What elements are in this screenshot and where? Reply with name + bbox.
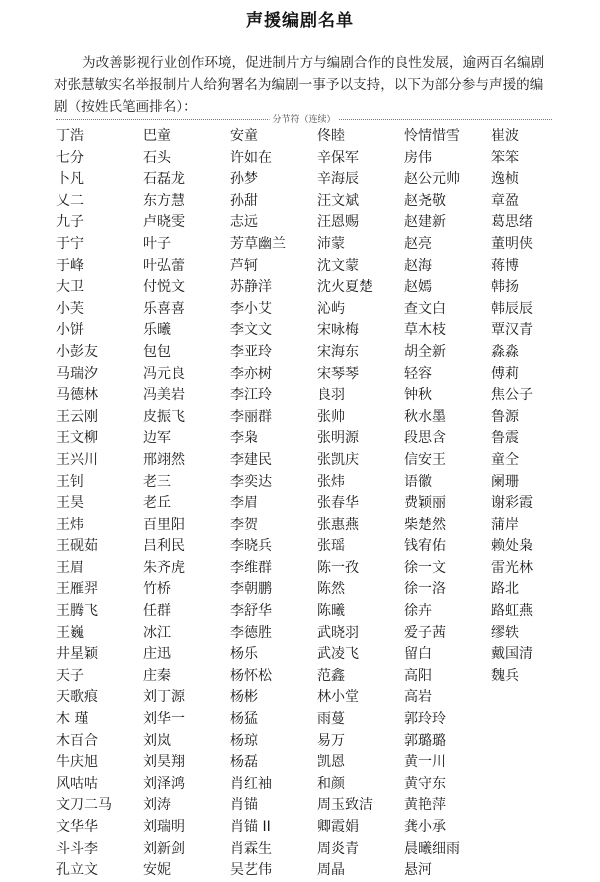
screenwriter-name: 路北 (491, 581, 519, 598)
screenwriter-name: 秋水墨 (404, 408, 446, 425)
screenwriter-name: 陈然 (317, 581, 345, 598)
screenwriter-name: 林小堂 (317, 689, 359, 706)
name-column-6 (491, 126, 578, 882)
screenwriter-name: 王眉 (56, 559, 84, 576)
screenwriter-name: 周玉致洁 (317, 797, 373, 814)
screenwriter-name: 胡全新 (404, 343, 446, 360)
screenwriter-name: 包包 (143, 343, 171, 360)
screenwriter-name-grid (56, 126, 576, 882)
screenwriter-name: 谢彩霞 (491, 495, 533, 512)
screenwriter-name: 七分 (56, 149, 84, 166)
screenwriter-name: 魏兵 (491, 667, 519, 684)
screenwriter-name: 郭玲玲 (404, 711, 446, 728)
screenwriter-name: 芦轲 (230, 257, 258, 274)
screenwriter-name: 淼淼 (491, 343, 519, 360)
screenwriter-name: 大卫 (56, 279, 84, 296)
screenwriter-name: 吕利民 (143, 538, 185, 555)
screenwriter-name: 木百合 (56, 732, 98, 749)
screenwriter-name: 李眉 (230, 495, 258, 512)
name-column-3 (230, 126, 317, 882)
screenwriter-name: 安童 (230, 128, 258, 144)
screenwriter-name: 笨笨 (491, 149, 519, 166)
screenwriter-name: 戴国清 (491, 646, 533, 663)
screenwriter-name: 王雁羿 (56, 581, 98, 598)
screenwriter-name: 赵建新 (404, 214, 446, 231)
screenwriter-name: 冯元良 (143, 365, 185, 382)
screenwriter-name: 蒋博 (491, 257, 519, 274)
screenwriter-name: 风咕咕 (56, 775, 98, 792)
screenwriter-name: 王腾飞 (56, 603, 98, 620)
screenwriter-name: 黄一川 (404, 754, 446, 771)
screenwriter-name: 李小艾 (230, 300, 272, 317)
screenwriter-name: 周晶 (317, 862, 345, 879)
screenwriter-name: 张凯庆 (317, 451, 359, 468)
page-title: 声援编剧名单 (246, 11, 354, 31)
intro-paragraph: 为改善影视行业创作环境，促进制片方与编剧合作的良性发展，逾两百名编剧对张慧敏实名举报制片人给狗署名为编剧一事予以支持，以下为部分参与声援的编剧（按姓氏笔画排名）： (54, 55, 545, 115)
screenwriter-name: 庄迅 (143, 646, 171, 663)
screenwriter-name: 柴楚然 (404, 516, 446, 533)
screenwriter-name: 周炎青 (317, 840, 359, 857)
screenwriter-name: 良羽 (317, 387, 345, 404)
screenwriter-name: 雷光林 (491, 559, 533, 576)
screenwriter-name: 赵海 (404, 257, 432, 274)
screenwriter-name: 陈曦 (317, 603, 345, 620)
screenwriter-name: 蒲岸 (491, 516, 519, 533)
screenwriter-name: 竹桥 (143, 581, 171, 598)
screenwriter-name: 庄秦 (143, 667, 171, 684)
screenwriter-name: 佟睦 (317, 128, 345, 144)
section-break-divider (56, 113, 552, 125)
screenwriter-name: 牛庆旭 (56, 754, 98, 771)
screenwriter-name: 天歌痕 (56, 689, 98, 706)
screenwriter-name: 宋咏梅 (317, 322, 359, 339)
screenwriter-name: 肖锚 II (230, 819, 271, 835)
screenwriter-name: 李文文 (230, 322, 272, 339)
screenwriter-name: 王巍 (56, 624, 84, 641)
screenwriter-name: 卢晓雯 (143, 214, 185, 231)
screenwriter-name: 凯恩 (317, 754, 345, 771)
screenwriter-name: 王云刚 (56, 408, 98, 425)
screenwriter-name: 张春华 (317, 495, 359, 512)
screenwriter-name: 小彭友 (56, 343, 98, 360)
screenwriter-name: 付悦文 (143, 279, 185, 296)
screenwriter-name: 留白 (404, 646, 432, 663)
screenwriter-name: 杨彬 (230, 689, 258, 706)
screenwriter-name: 董明侠 (491, 235, 533, 252)
screenwriter-name: 雨蔓 (317, 711, 345, 728)
screenwriter-name: 张炜 (317, 473, 345, 490)
screenwriter-name: 查文白 (404, 300, 446, 317)
screenwriter-name: 邢翊然 (143, 451, 185, 468)
screenwriter-name: 斗斗李 (56, 840, 98, 857)
screenwriter-name: 王炜 (56, 516, 84, 533)
screenwriter-name: 肖霖生 (230, 840, 272, 857)
screenwriter-name: 赵公元帅 (404, 171, 460, 188)
screenwriter-name: 汪文斌 (317, 192, 359, 209)
screenwriter-name: 宋琴琴 (317, 365, 359, 382)
screenwriter-name: 章盈 (491, 192, 519, 209)
screenwriter-name: 李朝鹏 (230, 581, 272, 598)
screenwriter-name: 石磊龙 (143, 171, 185, 188)
screenwriter-name: 信安王 (404, 451, 446, 468)
screenwriter-name: 沈文蒙 (317, 257, 359, 274)
screenwriter-name: 文华华 (56, 819, 98, 835)
screenwriter-name: 刘昊翔 (143, 754, 185, 771)
screenwriter-name: 葛思绪 (491, 214, 533, 231)
screenwriter-name: 房伟 (404, 149, 432, 166)
screenwriter-name: 于宁 (56, 235, 84, 252)
screenwriter-name: 和颜 (317, 775, 345, 792)
screenwriter-name: 小芙 (56, 300, 84, 317)
screenwriter-name: 赵尧敬 (404, 192, 446, 209)
screenwriter-name: 赵亮 (404, 235, 432, 252)
screenwriter-name: 木 瑾 (56, 711, 89, 728)
screenwriter-name: 边军 (143, 430, 171, 447)
screenwriter-name: 陈一孜 (317, 559, 359, 576)
screenwriter-name: 芳草幽兰 (230, 235, 286, 252)
screenwriter-name: 马德林 (56, 387, 98, 404)
screenwriter-name: 百里阳 (143, 516, 185, 533)
screenwriter-name: 刘华一 (143, 711, 185, 728)
screenwriter-name: 乂二 (56, 192, 84, 209)
screenwriter-name: 张明源 (317, 430, 359, 447)
screenwriter-name: 悬河 (404, 862, 432, 879)
screenwriter-name: 孙梦 (230, 171, 258, 188)
screenwriter-name: 武凌飞 (317, 646, 359, 663)
screenwriter-name: 鲁源 (491, 408, 519, 425)
screenwriter-name: 宋海东 (317, 343, 359, 360)
screenwriter-name: 文刀二马 (56, 797, 112, 814)
screenwriter-name: 刘瑞明 (143, 819, 185, 835)
screenwriter-name: 徐一洛 (404, 581, 446, 598)
screenwriter-name: 杨猛 (230, 711, 258, 728)
screenwriter-name: 钟秋 (404, 387, 432, 404)
screenwriter-name: 武晓羽 (317, 624, 359, 641)
screenwriter-name: 李维群 (230, 559, 272, 576)
screenwriter-name: 冰江 (143, 624, 171, 641)
screenwriter-name: 李枭 (230, 430, 258, 447)
screenwriter-name: 高阳 (404, 667, 432, 684)
screenwriter-name: 老三 (143, 473, 171, 490)
screenwriter-name: 张帅 (317, 408, 345, 425)
screenwriter-name: 张瑶 (317, 538, 345, 555)
screenwriter-name: 苏静洋 (230, 279, 272, 296)
screenwriter-name: 傅莉 (491, 365, 519, 382)
screenwriter-name: 韩扬 (491, 279, 519, 296)
screenwriter-name: 易万 (317, 732, 345, 749)
screenwriter-name: 皮振飞 (143, 408, 185, 425)
screenwriter-name: 徐卉 (404, 603, 432, 620)
screenwriter-name: 王文柳 (56, 430, 98, 447)
screenwriter-name: 李江玲 (230, 387, 272, 404)
screenwriter-name: 范鑫 (317, 667, 345, 684)
screenwriter-name: 乐喜喜 (143, 300, 185, 317)
screenwriter-name: 孔立文 (56, 862, 98, 879)
screenwriter-name: 赖处枭 (491, 538, 533, 555)
screenwriter-name: 肖红袖 (230, 775, 272, 792)
screenwriter-name: 李舒华 (230, 603, 272, 620)
screenwriter-name: 黄守东 (404, 775, 446, 792)
screenwriter-name: 刘新剑 (143, 840, 185, 857)
screenwriter-name: 卜凡 (56, 171, 84, 188)
screenwriter-name: 沁屿 (317, 300, 345, 317)
screenwriter-name: 杨怀松 (230, 667, 272, 684)
screenwriter-name: 杨磊 (230, 754, 258, 771)
screenwriter-name: 李德胜 (230, 624, 272, 641)
name-column-5 (404, 126, 491, 882)
screenwriter-name: 爱子茜 (404, 624, 446, 641)
screenwriter-name: 王钊 (56, 473, 84, 490)
screenwriter-name: 崔波 (491, 128, 519, 144)
name-column-2 (143, 126, 230, 882)
screenwriter-name: 段思含 (404, 430, 446, 447)
screenwriter-name: 刘丁源 (143, 689, 185, 706)
screenwriter-name: 王砚茹 (56, 538, 98, 555)
screenwriter-name: 路虹燕 (491, 603, 533, 620)
screenwriter-name: 童仝 (491, 451, 519, 468)
screenwriter-name: 沛蒙 (317, 235, 345, 252)
screenwriter-name: 刘泽鸿 (143, 775, 185, 792)
screenwriter-name: 轻容 (404, 365, 432, 382)
screenwriter-name: 李奕达 (230, 473, 272, 490)
screenwriter-name: 丁浩 (56, 128, 84, 144)
screenwriter-name: 石头 (143, 149, 171, 166)
screenwriter-name: 叶弘蕾 (143, 257, 185, 274)
screenwriter-name: 韩辰辰 (491, 300, 533, 317)
screenwriter-name: 卿霞娟 (317, 819, 359, 835)
screenwriter-name: 李贺 (230, 516, 258, 533)
screenwriter-name: 乐曦 (143, 322, 171, 339)
screenwriter-name: 杨乐 (230, 646, 258, 663)
screenwriter-name: 马瑞汐 (56, 365, 98, 382)
screenwriter-name: 任群 (143, 603, 171, 620)
screenwriter-name: 孙甜 (230, 192, 258, 209)
name-column-4 (317, 126, 404, 882)
screenwriter-name: 钱宥佑 (404, 538, 446, 555)
screenwriter-name: 汪恩赐 (317, 214, 359, 231)
screenwriter-name: 肖锚 (230, 797, 258, 814)
screenwriter-name: 刘涛 (143, 797, 171, 814)
screenwriter-name: 徐一文 (404, 559, 446, 576)
screenwriter-name: 逸桢 (491, 171, 519, 188)
screenwriter-name: 李亚玲 (230, 343, 272, 360)
screenwriter-name: 井星颖 (56, 646, 98, 663)
screenwriter-name: 阑珊 (491, 473, 519, 490)
screenwriter-name: 东方慧 (143, 192, 185, 209)
screenwriter-name: 李丽群 (230, 408, 272, 425)
screenwriter-name: 语徽 (404, 473, 432, 490)
screenwriter-name: 吴艺伟 (230, 862, 272, 879)
screenwriter-name: 赵嫣 (404, 279, 432, 296)
screenwriter-name: 于峰 (56, 257, 84, 274)
screenwriter-name: 高岩 (404, 689, 432, 706)
screenwriter-name: 郭璐璐 (404, 732, 446, 749)
screenwriter-name: 志远 (230, 214, 258, 231)
screenwriter-name: 巴童 (143, 128, 171, 144)
screenwriter-name: 老丘 (143, 495, 171, 512)
screenwriter-name: 李晓兵 (230, 538, 272, 555)
name-column-1 (56, 126, 143, 882)
screenwriter-name: 张惠燕 (317, 516, 359, 533)
screenwriter-name: 安妮 (143, 862, 171, 879)
screenwriter-name: 草木枝 (404, 322, 446, 339)
screenwriter-name: 王昊 (56, 495, 84, 512)
screenwriter-name: 晨曦细雨 (404, 840, 460, 857)
screenwriter-name: 李亦树 (230, 365, 272, 382)
screenwriter-name: 覃汉青 (491, 322, 533, 339)
screenwriter-name: 叶子 (143, 235, 171, 252)
screenwriter-name: 焦公子 (491, 387, 533, 404)
screenwriter-name: 九子 (56, 214, 84, 231)
screenwriter-name: 刘岚 (143, 732, 171, 749)
screenwriter-name: 黄艳萍 (404, 797, 446, 814)
screenwriter-name: 王兴川 (56, 451, 98, 468)
screenwriter-name: 辛保军 (317, 149, 359, 166)
screenwriter-name: 许如在 (230, 149, 272, 166)
screenwriter-name: 天子 (56, 667, 84, 684)
screenwriter-name: 怜情惜雪 (404, 128, 460, 144)
screenwriter-name: 鲁震 (491, 430, 519, 447)
screenwriter-name: 冯美岩 (143, 387, 185, 404)
screenwriter-name: 杨琼 (230, 732, 258, 749)
screenwriter-name: 缪轶 (491, 624, 519, 641)
section-break-label: 分节符（连续） (269, 112, 338, 125)
screenwriter-name: 小饼 (56, 322, 84, 339)
screenwriter-name: 沈火夏楚 (317, 279, 373, 296)
screenwriter-name: 龚小承 (404, 819, 446, 835)
screenwriter-name: 费颖丽 (404, 495, 446, 512)
screenwriter-name: 辛海辰 (317, 171, 359, 188)
screenwriter-name: 李建民 (230, 451, 272, 468)
screenwriter-name: 朱齐虎 (143, 559, 185, 576)
